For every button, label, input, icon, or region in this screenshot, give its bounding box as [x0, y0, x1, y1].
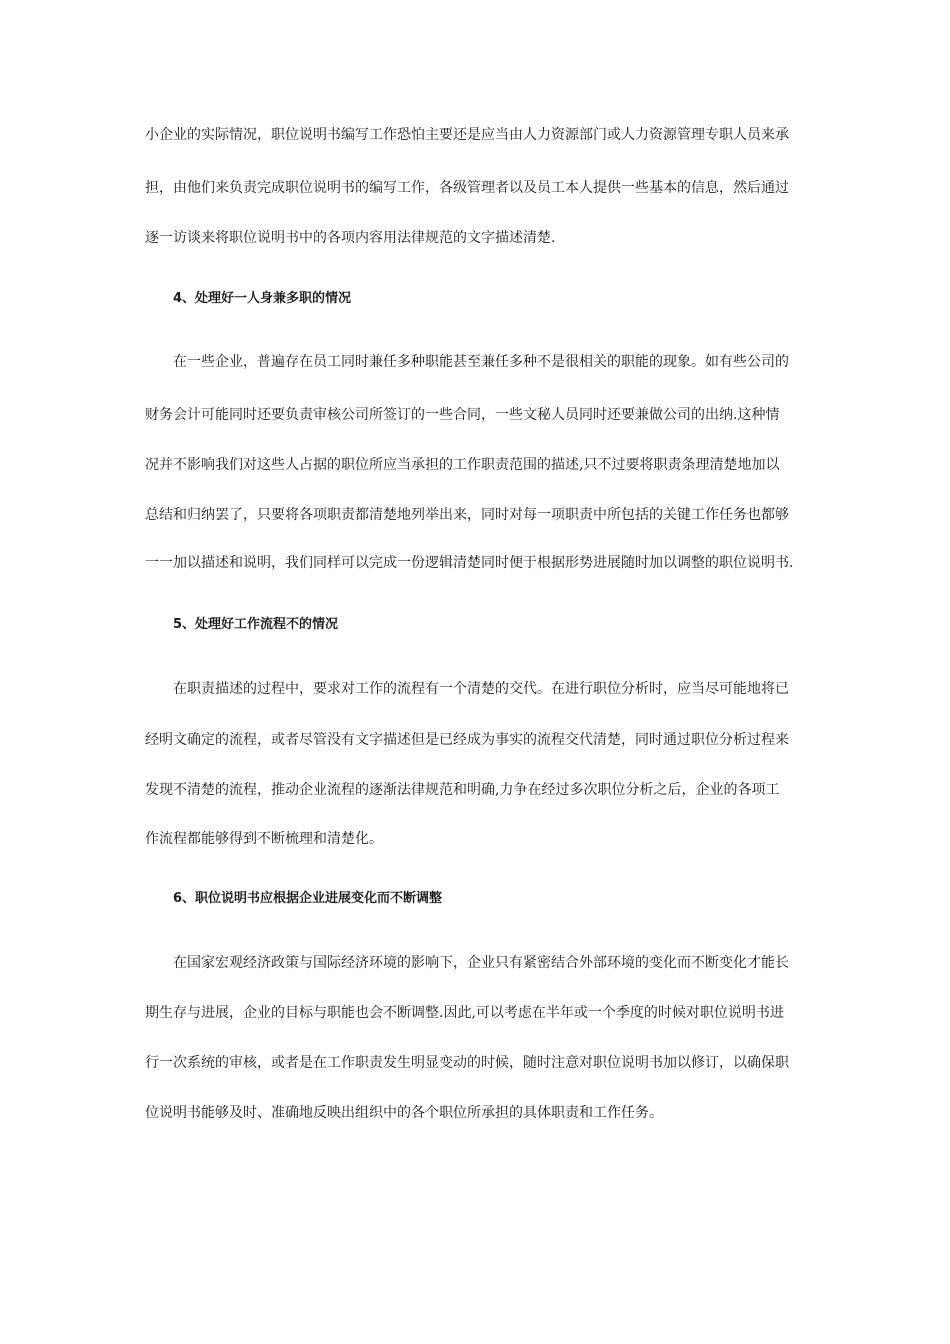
- section-heading: 5、处理好工作流程不的情况: [173, 617, 339, 632]
- paragraph-line: 小企业的实际情况，职位说明书编写工作恐怕主要还是应当由人力资源部门或人力资源管理专职人员来承: [145, 127, 789, 143]
- paragraph-line: 发现不清楚的流程，推动企业流程的逐渐法律规范和明确,力争在经过多次职位分析之后，企业的各项工: [145, 782, 780, 798]
- paragraph-line: 财务会计可能同时还要负责审核公司所签订的一些合同，一些文秘人员同时还要兼做公司的出纳.这种情: [145, 407, 780, 423]
- paragraph-line: 在职责描述的过程中，要求对工作的流程有一个清楚的交代。在进行职位分析时，应当尽可能地将已: [173, 681, 789, 697]
- paragraph-line: 在一些企业，普遍存在员工同时兼任多种职能甚至兼任多种不是很相关的职能的现象。如有些公司的: [173, 354, 789, 370]
- paragraph-line: 行一次系统的审核，或者是在工作职责发生明显变动的时候，随时注意对职位说明书加以修订，以确保职: [145, 1055, 789, 1071]
- paragraph-line: 一一加以描述和说明，我们同样可以完成一份逻辑清楚同时便于根据形势进展随时加以调整的职位说明书.: [145, 555, 794, 571]
- paragraph-line: 作流程都能够得到不断梳理和清楚化。: [145, 831, 383, 847]
- paragraph-line: 总结和归纳罢了，只要将各项职责都清楚地列举出来，同时对每一项职责中所包括的关键工作任务也都够: [145, 507, 789, 523]
- section-heading: 6、职位说明书应根据企业进展变化而不断调整: [173, 891, 443, 906]
- paragraph-line: 在国家宏观经济政策与国际经济环境的影响下，企业只有紧密结合外部环境的变化而不断变化才能长: [173, 955, 789, 971]
- paragraph-line: 逐一访谈来将职位说明书中的各项内容用法律规范的文字描述清楚.: [145, 230, 556, 246]
- section-heading: 4、处理好一人身兼多职的情况: [173, 291, 352, 306]
- paragraph-line: 担，由他们来负责完成职位说明书的编写工作，各级管理者以及员工本人提供一些基本的信息，然后通过: [145, 180, 789, 196]
- paragraph-line: 期生存与进展，企业的目标与职能也会不断调整.因此,可以考虑在半年或一个季度的时候对职位说明书进: [145, 1005, 784, 1021]
- paragraph-line: 况并不影响我们对这些人占据的职位所应当承担的工作职责范围的描述,只不过要将职责条理清楚地加以: [145, 457, 780, 473]
- paragraph-line: 经明文确定的流程，或者尽管没有文字描述但是已经成为事实的流程交代清楚，同时通过职位分析过程来: [145, 732, 789, 748]
- paragraph-line: 位说明书能够及时、准确地反映出组织中的各个职位所承担的具体职责和工作任务。: [145, 1105, 663, 1121]
